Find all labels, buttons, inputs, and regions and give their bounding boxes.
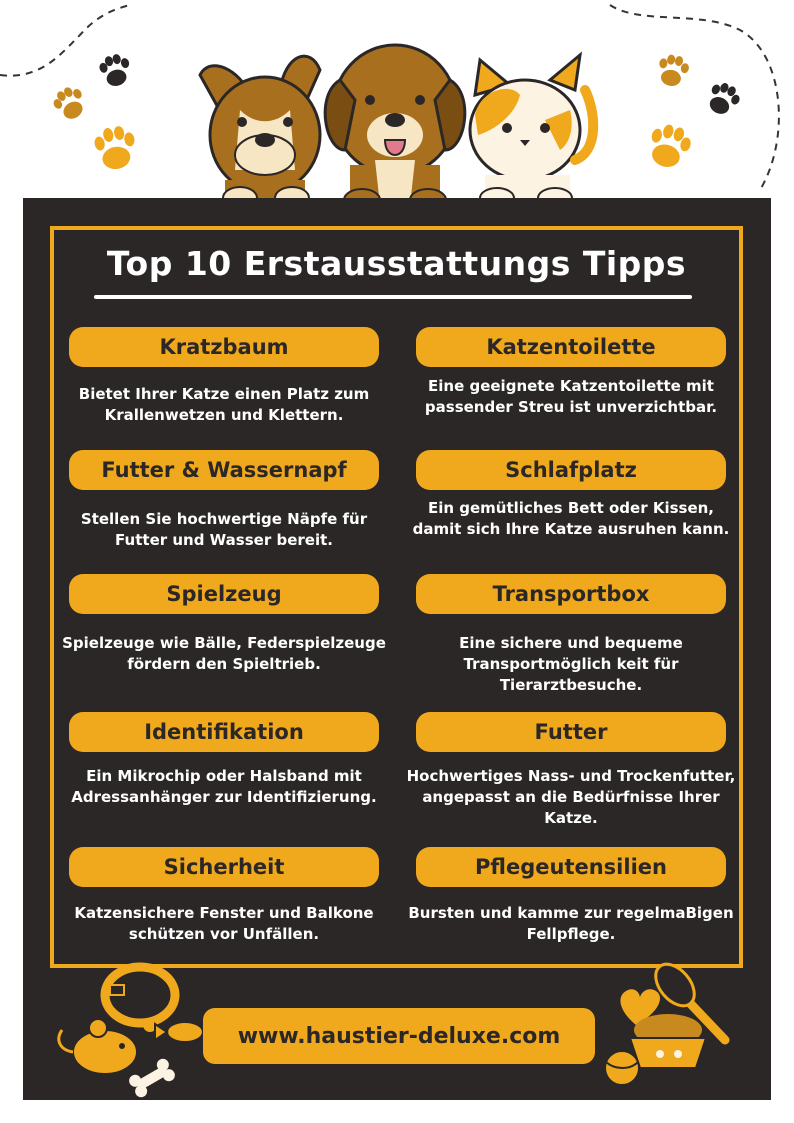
- tip-title: Pflegeutensilien: [416, 847, 726, 887]
- bone-icon: [127, 1057, 177, 1100]
- tip-title: Identifikation: [69, 712, 379, 752]
- tip-text: Hochwertiges Nass- und Trockenfutter, angepasst an die Bedürfnisse Ihrer Katze.: [406, 767, 736, 827]
- collar-icon: [105, 967, 175, 1032]
- tip-text: Spielzeuge wie Bälle, Federspielzeuge fördern den Spieltrieb.: [62, 634, 386, 673]
- tip-text: Stellen Sie hochwertige Näpfe für Futter und Wasser bereit.: [80, 510, 368, 549]
- tip-title: Sicherheit: [69, 847, 379, 887]
- tip-title: Schlafplatz: [416, 450, 726, 490]
- tip-title: Spielzeug: [69, 574, 379, 614]
- tip-text: Eine geeignete Katzentoilette mit passender Streu ist unverzichtbar.: [424, 377, 718, 416]
- ball-icon: [605, 1051, 639, 1085]
- tip-text: Bietet Ihrer Katze einen Platz zum Krallenwetzen und Klettern.: [78, 385, 370, 424]
- tip-title: Kratzbaum: [69, 327, 379, 367]
- mouse-toy-icon: [59, 1019, 137, 1074]
- page-title: Top 10 Erstausstattungs Tipps: [106, 244, 687, 283]
- tip-title: Futter & Wassernapf: [69, 450, 379, 490]
- tip-title: Transportbox: [416, 574, 726, 614]
- tip-text: Bursten und kamme zur regelmaBigen Fellpflege.: [408, 904, 734, 943]
- tip-title: Futter: [416, 712, 726, 752]
- tip-text: Eine sichere und bequeme Transportmöglich keit für Tierarztbesuche.: [459, 634, 683, 694]
- fish-toy-icon: [155, 1022, 203, 1042]
- tip-text: Ein gemütliches Bett oder Kissen, damit sich Ihre Katze ausruhen kann.: [412, 499, 730, 538]
- tip-text: Katzensichere Fenster und Balkone schützen vor Unfällen.: [74, 904, 374, 943]
- website-link[interactable]: www.haustier-deluxe.com: [203, 1008, 595, 1064]
- tip-title: Katzentoilette: [416, 327, 726, 367]
- food-bowl-icon: [630, 1014, 706, 1068]
- tip-text: Ein Mikrochip oder Halsband mit Adressanhänger zur Identifizierung.: [71, 767, 377, 806]
